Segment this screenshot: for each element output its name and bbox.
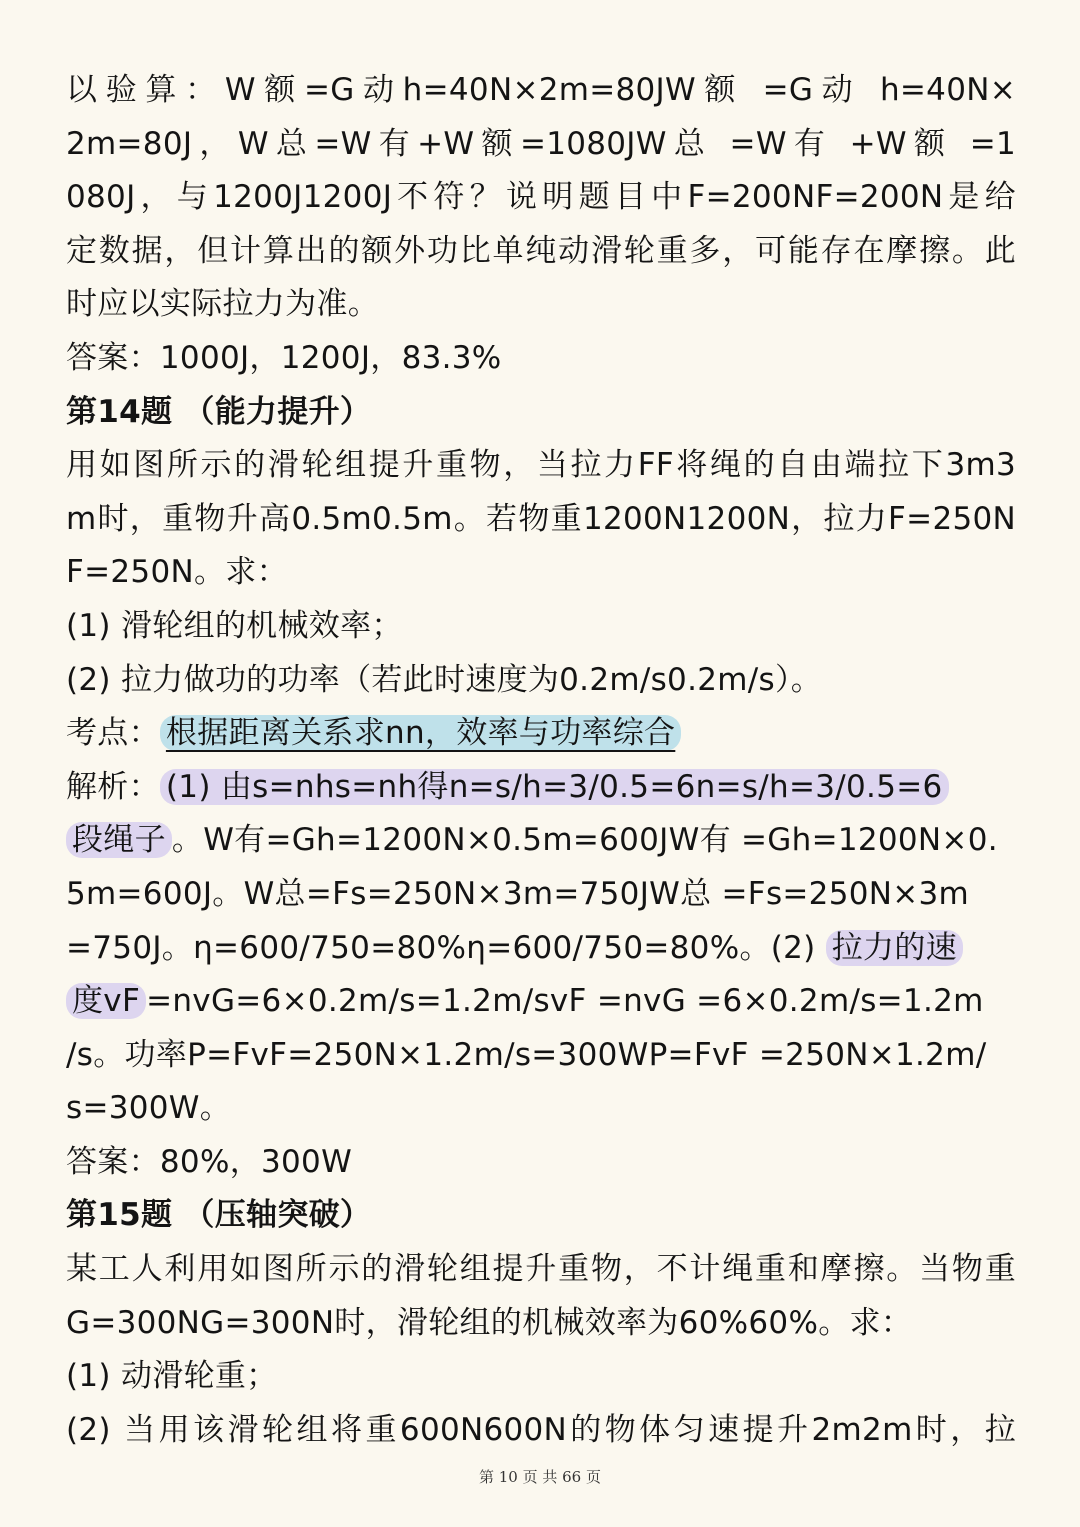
text-line: G=300NG=300N时，滑轮组的机械效率为60%60%。求： <box>66 1304 913 1341</box>
jiexi-text: 由s=nhs=nh得n=s/h=3/0.5=6n=s/h=3/0.5=6 <box>210 768 943 805</box>
sub-question: (1) 滑轮组的机械效率； <box>66 607 403 644</box>
kaodian-highlight: 根据距离关系求nn，效率与功率综合 <box>160 715 681 751</box>
kaodian-label: 考点： <box>66 715 160 752</box>
jiexi-text: =nvG=6×0.2m/s=1.2m/svF =nvG =6×0.2m/s=1.2m <box>146 983 984 1020</box>
text-line: F=250N。求： <box>66 554 288 591</box>
jiexi-line: 5m=600J。W总=Fs=250N×3m=750JW总 =Fs=250N×3m <box>66 875 970 912</box>
answer-line: 答案：1000J，1200J，83.3% <box>66 339 502 376</box>
jiexi-line <box>66 814 1016 868</box>
jiexi-part-1: (1) <box>165 768 211 805</box>
page-content <box>66 64 1016 1457</box>
jiexi-highlight: 拉力的速 <box>826 930 963 966</box>
jiexi-line: s=300W。 <box>66 1090 232 1127</box>
text-line: m时，重物升高0.5m0.5m。若物重1200N1200N，拉力F=250N <box>66 500 1016 537</box>
text-line: 定数据，但计算出的额外功比单纯动滑轮重多，可能存在摩擦。此 <box>66 232 1016 269</box>
text-line: 以验算：W额=G动h=40N×2m=80JW额 =G动 h=40N× <box>66 72 1016 108</box>
sub-question: (2) 当用该滑轮组将重600N600N的物体匀速提升2m2m时，拉 <box>66 1411 1016 1448</box>
text-line: 080J，与1200J1200J不符？说明题目中F=200NF=200N是给 <box>66 179 1016 216</box>
answer-line: 答案：80%，300W <box>66 1143 353 1180</box>
jiexi-highlight <box>160 769 949 805</box>
kaodian-line <box>66 707 1016 761</box>
jiexi-highlight: 段绳子 <box>66 822 172 858</box>
jiexi-text: 。W有=Gh=1200N×0.5m=600JW有 =Gh=1200N×0. <box>171 822 998 859</box>
jiexi-highlight: 度vF <box>66 983 146 1019</box>
sub-question: (1) 动滑轮重； <box>66 1358 278 1395</box>
page-footer: 第 10 页 共 66 页 <box>478 1468 601 1486</box>
jiexi-line: /s。功率P=FvF=250N×1.2m/s=300WP=FvF =250N×1.2m/ <box>66 1036 987 1073</box>
jiexi-line <box>66 922 1016 976</box>
sub-question: (2) 拉力做功的功率（若此时速度为0.2m/s0.2m/s）。 <box>66 661 823 698</box>
jiexi-text: =750J。η=600/750=80%η=600/750=80%。(2) <box>66 929 826 966</box>
text-line: 时应以实际拉力为准。 <box>66 286 379 323</box>
question-heading-15: 第15题 （压轴突破） <box>66 1197 372 1234</box>
question-heading-14: 第14题 （能力提升） <box>66 393 372 430</box>
text-line: 2m=80J，W总=W有+W额=1080JW总 =W有 +W额 =1 <box>66 125 1016 162</box>
jiexi-line <box>66 975 1016 1029</box>
jiexi-line <box>66 761 1016 815</box>
text-line: 某工人利用如图所示的滑轮组提升重物，不计绳重和摩擦。当物重 <box>66 1251 1016 1288</box>
text-line: 用如图所示的滑轮组提升重物，当拉力FF将绳的自由端拉下3m3 <box>66 447 1016 484</box>
jiexi-label: 解析： <box>66 768 160 805</box>
